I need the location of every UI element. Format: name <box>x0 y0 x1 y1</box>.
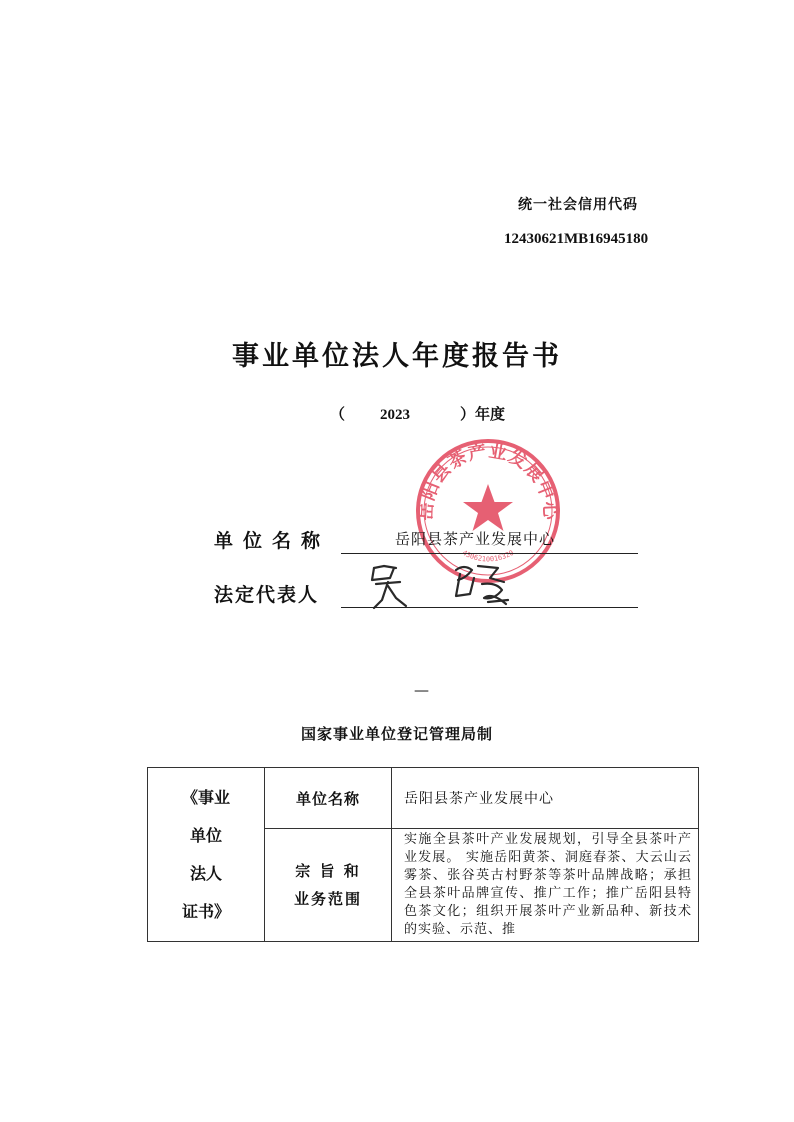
certificate-title-cell <box>148 768 265 942</box>
cert-scope-value: 实施全县茶叶产业发展规划，引导全县茶叶产业发展。 实施岳阳黄茶、洞庭春茶、大云山云雾茶、张谷英古村野茶等茶叶品牌战略；承担全县茶叶品牌宣传、推广工作；推广岳阳县特色茶文化；组织开展茶叶产业新品种、新技术的实验、示范、推 <box>392 829 699 942</box>
signature-icon <box>360 556 560 612</box>
cert-name-value: 岳阳县茶产业发展中心 <box>392 768 699 829</box>
issuer-text: 国家事业单位登记管理局制 <box>300 725 493 743</box>
report-title: 事业单位法人年度报告书 <box>232 341 562 372</box>
credit-code: 12430621MB16945180 <box>504 231 649 247</box>
separator-dash: — <box>414 681 429 699</box>
credit-code-label: 统一社会信用代码 <box>518 197 638 213</box>
cert-name-header: 单位名称 <box>265 768 392 829</box>
cert-scope-header-line: 宗 旨 和 <box>295 862 361 880</box>
seal-text: 岳阳县茶产业发展中心 <box>415 440 561 521</box>
certificate-table <box>147 767 699 942</box>
legal-rep-underline <box>341 607 638 608</box>
unit-name-value: 岳阳县茶产业发展中心 <box>395 530 556 548</box>
certificate-title-line: 《事业 <box>181 787 230 807</box>
cert-scope-header-line: 业务范围 <box>293 890 362 908</box>
year-close-label: ）年度 <box>460 405 506 423</box>
year-open-paren: （ <box>330 405 346 423</box>
seal-number: 4306210016320 <box>460 548 516 564</box>
unit-name-label: 单位名称 <box>214 530 331 552</box>
report-year-row <box>330 403 505 424</box>
unit-name-underline <box>341 553 638 554</box>
certificate-title-line: 证书》 <box>181 901 230 921</box>
certificate-title-line: 法人 <box>189 863 222 883</box>
cert-scope-header <box>265 829 392 942</box>
legal-rep-label: 法定代表人 <box>214 584 320 606</box>
certificate-title-line: 单位 <box>189 825 222 845</box>
report-year: 2023 <box>380 407 410 423</box>
seal-star-icon <box>463 484 513 531</box>
